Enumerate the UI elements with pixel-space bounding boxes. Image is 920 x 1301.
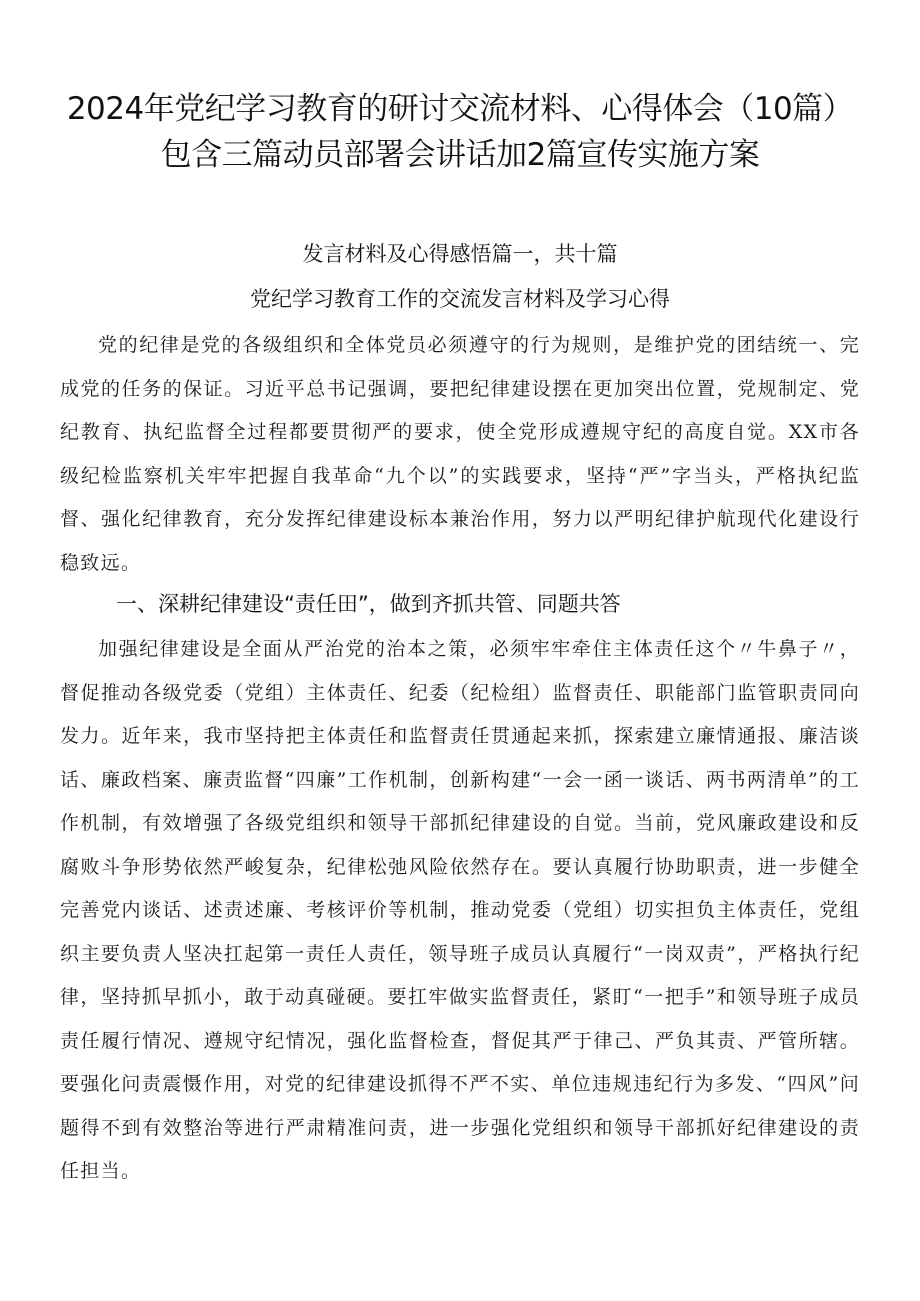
section-1-heading: 一、深耕纪律建设“责任田”，做到齐抓共管、同题共答 bbox=[116, 592, 621, 616]
intro-paragraph: 党的纪律是党的各级组织和全体党员必须遵守的行为规则，是维护党的团结统一、完成党的任务的保证。习近平总书记强调，要把纪律建设摆在更加突出位置，党规制定、党纪教育、执纪监督全过程都要贯彻严的要求，使全党形成遵规守纪的高度自觉。XX市各级纪检监察机关牢牢把握自我革命“九个以”的实践要求，坚持“严”字当头，严格执纪监督、强化纪律教育，充分发挥纪律建设标本兼治作用，努力以严明纪律护航现代化建设行稳致远。 bbox=[60, 334, 860, 574]
article-title: 党纪学习教育工作的交流发言材料及学习心得 bbox=[250, 287, 670, 311]
section-1-paragraph: 加强纪律建设是全面从严治党的治本之策，必须牢牢牵住主体责任这个〃牛鼻子〃，督促推动各级党委（党组）主体责任、纪委（纪检组）监督责任、职能部门监管职责同向发力。近年来，我市坚持把主体责任和监督责任贯通起来抓，探索建立廉情通报、廉洁谈话、廉政档案、廉责监督“四廉”工作机制，创新构建“一会一函一谈话、两书两清单”的工作机制，有效增强了各级党组织和领导干部抓纪律建设的自觉。当前，党风廉政建设和反腐败斗争形势依然严峻复杂，纪律松弛风险依然存在。要认真履行协助职责，进一步健全完善党内谈话、述责述廉、考核评价等机制，推动党委（党组）切实担负主体责任，党组织主要负责人坚决扛起第一责任人责任，领导班子成员认真履行“一岗双责”，严格执行纪律，坚持抓早抓小，敢于动真碰硬。要扛牢做实监督责任，紧盯“一把手”和领导班子成员责任履行情况、遵规守纪情况，强化监督检查，督促其严于律己、严负其责、严管所辖。要强化问责震慑作用，对党的纪律建设抓得不严不实、单位违规违纪行为多发、“四风”问题得不到有效整治等进行严肃精准问责，进一步强化党组织和领导干部抓好纪律建设的责任担当。 bbox=[60, 638, 860, 1182]
document-title: 2024年党纪学习教育的研讨交流材料、心得体会（10篇）包含三篇动员部署会讲话加2篇宣传实施方案 bbox=[66, 91, 854, 173]
series-label: 发言材料及心得感悟篇一，共十篇 bbox=[302, 242, 618, 266]
